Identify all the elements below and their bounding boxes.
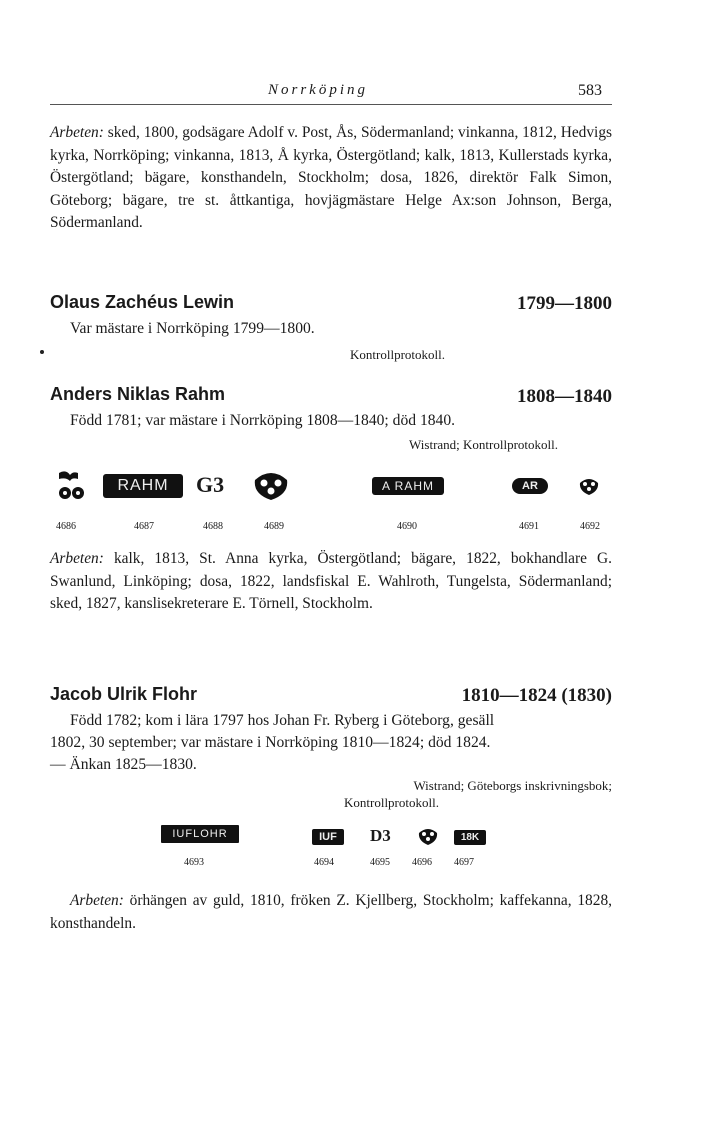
hallmark-iuf-box: IUF [312,829,344,845]
entry-source-lewin: Kontrollprotokoll. [350,347,445,362]
entry-body-flohr [50,710,612,776]
entry-name-lewin: Olaus Zachéus Lewin [50,292,235,312]
intro-paragraph [50,122,612,235]
entry-source-flohr [300,777,612,811]
works-text: örhängen av guld, 1810, fröken Z. Kjellberg, Stockholm; kaffekanna, 1828, konsthandeln. [50,892,612,932]
hallmark-crown [251,468,291,502]
works-rahm [50,548,612,616]
small-crown-icon [578,476,600,496]
margin-dot [40,350,44,354]
mark-number: 4697 [454,857,474,868]
entry-name-flohr: Jacob Ulrik Flohr [50,684,198,704]
hallmark-crown-flohr [417,826,439,846]
small-crown-icon [417,826,439,846]
mark-number: 4693 [184,857,204,868]
source-line: Wistrand; Göteborgs inskrivningsbok; [413,778,612,793]
works-flohr [50,890,612,935]
page-number: 583 [578,82,602,99]
entry-body-rahm: Född 1781; var mästare i Norrköping 1808—1840; död 1840. [70,412,456,429]
mark-number: 4690 [397,521,417,532]
body-line: 1802, 30 september; var mästare i Norrköping 1810—1824; död 1824. [50,734,491,751]
source-line: Kontrollprotokoll. [344,795,439,810]
header-rule [50,104,612,105]
mark-number: 4686 [56,521,76,532]
hallmark-small-crown [578,476,600,496]
mark-number: 4687 [134,521,154,532]
hallmark-a-rahm-box: A RAHM [372,477,444,495]
mark-number: 4691 [519,521,539,532]
works-lead: Arbeten: [70,892,124,909]
mark-number: 4695 [370,857,390,868]
body-line: Född 1782; kom i lära 1797 hos Johan Fr. Ryberg i Göteborg, gesäll [70,712,495,729]
entry-body-lewin: Var mästare i Norrköping 1799—1800. [70,320,315,337]
crown-icon [251,468,291,502]
mark-number: 4696 [412,857,432,868]
hallmark-rahm-box: RAHM [103,474,183,498]
entry-years-rahm: 1808—1840 [517,386,612,407]
hallmark-ar-oval: AR [512,478,548,494]
hallmark-d3: D3 [370,826,391,845]
mark-number: 4689 [264,521,284,532]
entry-source-rahm: Wistrand; Kontrollprotokoll. [409,437,558,452]
entry-years-flohr: 1810—1824 (1830) [461,685,612,706]
hallmark-town-mark [56,469,88,503]
works-lead: Arbeten: [50,550,104,567]
running-header-title: Norrköping [268,82,369,98]
mark-number: 4688 [203,521,223,532]
entry-name-rahm: Anders Niklas Rahm [50,384,226,404]
entry-years-lewin: 1799—1800 [517,293,612,314]
hallmark-iuflohr-box: IUFLOHR [161,825,239,843]
hallmark-g3: G3 [196,472,225,497]
town-mark-icon [56,469,88,503]
mark-number: 4694 [314,857,334,868]
body-line: — Änkan 1825—1830. [50,756,197,773]
intro-lead: Arbeten: [50,124,104,141]
hallmark-18k-box: 18K [454,830,486,845]
works-text: kalk, 1813, St. Anna kyrka, Östergötland; bägare, 1822, bokhandlare G. Swanlund, Linköping; dosa, 1822, landsfiskal E. Wahlroth, Tungelsta, Södermanland; sked, 1827, kanslisekreterare E. Törnell, Stockholm. [50,550,612,612]
mark-number: 4692 [580,521,600,532]
intro-text: sked, 1800, godsägare Adolf v. Post, Ås, Södermanland; vinkanna, 1812, Hedvigs kyrka, Norrköping; vinkanna, 1813, Å kyrka, Östergötland; kalk, 1813, Kullerstads kyrka, Östergötland; bägare, konsthandeln, Stockholm; dosa, 1826, direktör Falk Simon, Göteborg; bägare, tre st. åttkantiga, hovjägmästare Helge Ax:son Johnson, Berga, Södermanland. [50,124,612,231]
